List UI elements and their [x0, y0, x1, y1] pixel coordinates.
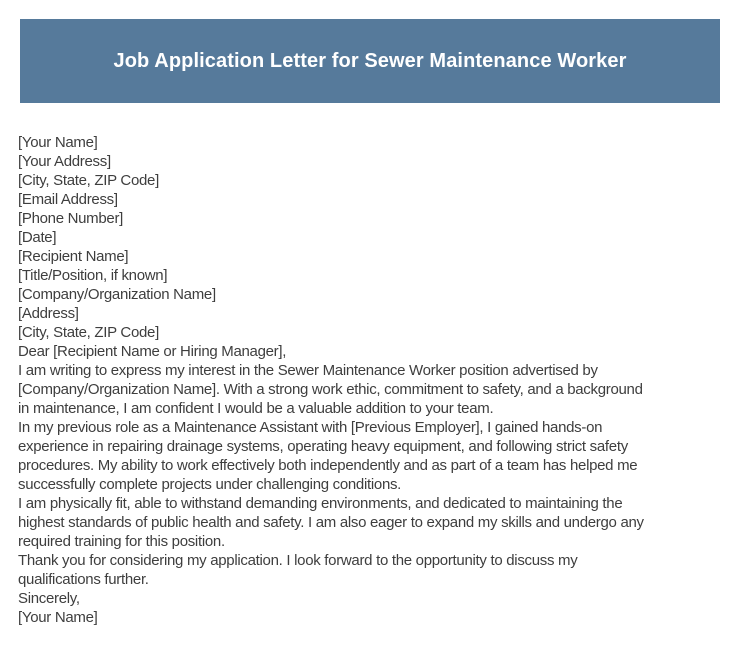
letter-line: Thank you for considering my application. I look forward to the opportunity to discuss my — [18, 552, 578, 569]
letter-line: [Recipient Name] — [18, 248, 129, 265]
letter-body — [18, 133, 730, 627]
letter-line: procedures. My ability to work effectively both independently and as part of a team has helped me — [18, 457, 638, 474]
page-title: Job Application Letter for Sewer Maintenance Worker — [113, 49, 627, 72]
letter-line: [Phone Number] — [18, 210, 124, 227]
letter-line: I am writing to express my interest in the Sewer Maintenance Worker position advertised by — [18, 362, 598, 379]
letter-line: successfully complete projects under challenging conditions. — [18, 476, 402, 493]
letter-line: experience in repairing drainage systems, operating heavy equipment, and following strict safety — [18, 438, 628, 455]
letter-title-banner — [20, 19, 720, 103]
letter-line: [Date] — [18, 229, 57, 246]
letter-line: highest standards of public health and safety. I am also eager to expand my skills and undergo any — [18, 514, 644, 531]
letter-line: I am physically fit, able to withstand demanding environments, and dedicated to maintaining the — [18, 495, 623, 512]
letter-line: [Company/Organization Name]. With a strong work ethic, commitment to safety, and a background — [18, 381, 643, 398]
letter-line: required training for this position. — [18, 533, 225, 550]
letter-line: [City, State, ZIP Code] — [18, 172, 159, 189]
letter-line: Sincerely, — [18, 590, 80, 607]
letter-line: in maintenance, I am confident I would be a valuable addition to your team. — [18, 400, 494, 417]
letter-line: [Company/Organization Name] — [18, 286, 216, 303]
letter-line: [Title/Position, if known] — [18, 267, 168, 284]
letter-line: [Address] — [18, 305, 79, 322]
letter-line: Dear [Recipient Name or Hiring Manager], — [18, 343, 287, 360]
letter-line: [City, State, ZIP Code] — [18, 324, 159, 341]
letter-line: [Your Address] — [18, 153, 111, 170]
letter-line: In my previous role as a Maintenance Assistant with [Previous Employer], I gained hands-on — [18, 419, 603, 436]
letter-line: [Email Address] — [18, 191, 118, 208]
letter-line: qualifications further. — [18, 571, 149, 588]
letter-line: [Your Name] — [18, 134, 98, 151]
letter-line: [Your Name] — [18, 609, 98, 626]
